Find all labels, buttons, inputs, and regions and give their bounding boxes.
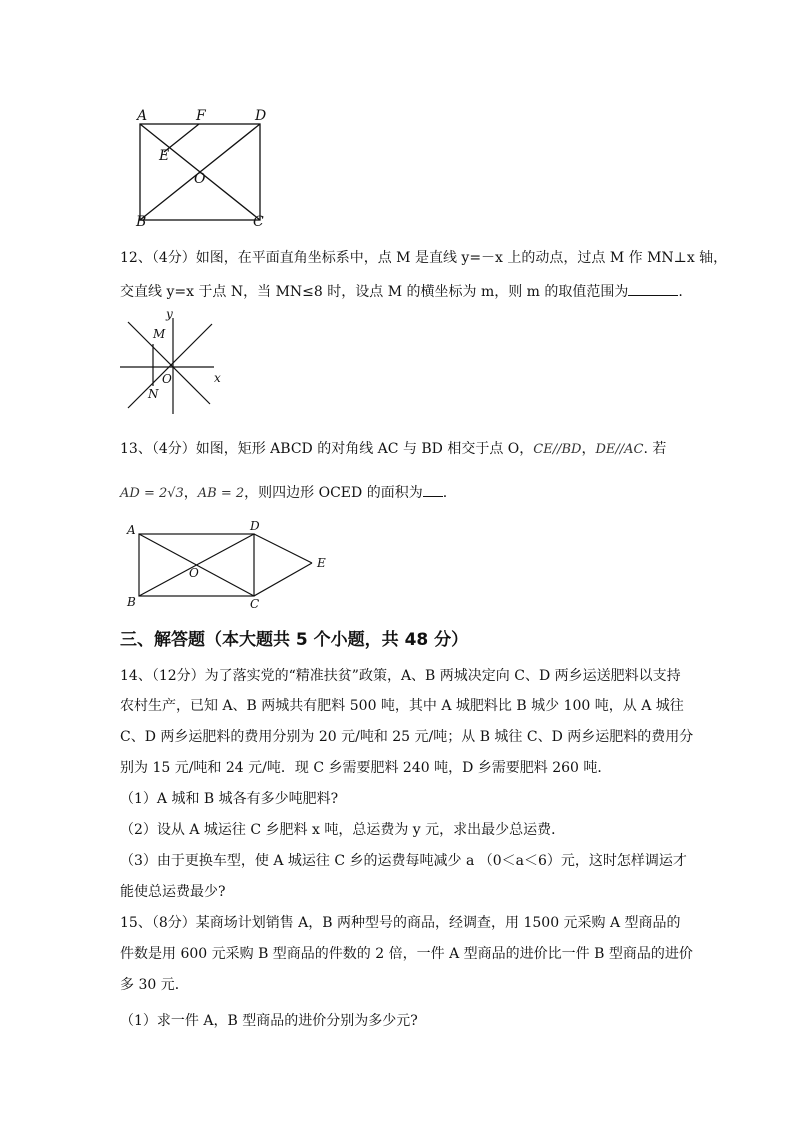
section-3-heading: 三、解答题（本大题共 5 个小题，共 48 分） — [120, 630, 469, 650]
rectangle-figure-1 — [128, 104, 276, 230]
q14-part-1: （1）A 城和 B 城各有多少吨肥料? — [120, 791, 339, 807]
q14-part-3-line-1: （3）由于更换车型，使 A 城运往 C 乡的运费每吨减少 a （0＜a＜6）元，这时怎样调运才 — [120, 853, 687, 869]
q15-line-2: 件数是用 600 元采购 B 型商品的件数的 2 倍，一件 A 型商品的进价比一件 B 型商品的进价 — [120, 946, 693, 962]
segment-fe — [164, 124, 199, 152]
label-n: N — [148, 387, 159, 401]
label-c-2: C — [250, 597, 260, 611]
q13-line-1-text: 13、（4分）如图，矩形 ABCD 的对角线 AC 与 BD 相交于点 O， — [120, 441, 534, 457]
q13-separator-1: ， — [581, 441, 596, 457]
label-o-origin: O — [162, 372, 172, 386]
label-y-axis: y — [166, 307, 173, 321]
q15-part-1: （1）求一件 A，B 型商品的进价分别为多少元? — [120, 1013, 418, 1029]
q12-line-2-text: 交直线 y=x 于点 N，当 MN≤8 时，设点 M 的横坐标为 m，则 m 的取值范围为 — [120, 284, 629, 300]
segment-de — [254, 534, 312, 563]
q14-part-2: （2）设从 A 城运往 C 乡肥料 x 吨，总运费为 y 元，求出最少总运费． — [120, 822, 566, 838]
label-o: O — [194, 171, 206, 187]
label-m: M — [153, 327, 166, 341]
answer-blank-q12[interactable] — [628, 282, 678, 296]
line-y-eq-x — [128, 324, 212, 408]
q13-line-1-end: . 若 — [643, 441, 667, 457]
q14-line-3: C、D 两乡运肥料的费用分别为 20 元/吨和 25 元/吨；从 B 城往 C、D 两乡运肥料的费用分 — [120, 729, 694, 745]
q14-part-3-line-2: 能使总运费最少? — [120, 884, 226, 900]
label-b-2: B — [127, 595, 136, 609]
q12-line-2 — [120, 282, 683, 301]
q15-line-1: 15、（8分）某商场计划销售 A，B 两种型号的商品，经调查，用 1500 元采购 A 型商品的 — [120, 915, 681, 931]
label-d-2: D — [250, 519, 260, 533]
label-a-2: A — [127, 523, 136, 537]
q13-separator-2: ， — [183, 485, 198, 501]
q12-line-2-end: . — [678, 284, 683, 300]
label-a: A — [137, 108, 148, 124]
label-o-2: O — [189, 566, 199, 580]
label-d: D — [255, 108, 267, 124]
q13-line-1 — [120, 440, 666, 459]
q15-line-3: 多 30 元． — [120, 977, 189, 993]
q13-line-2 — [120, 483, 447, 503]
coordinate-figure-2 — [116, 306, 228, 418]
math-ad-value: AD = 2√3 — [120, 486, 184, 501]
q12-line-1: 12、（4分）如图，在平面直角坐标系中，点 M 是直线 y=－x 上的动点，过点 M 作 MN⊥x 轴， — [120, 250, 728, 266]
segment-ce — [254, 563, 312, 596]
label-e: E — [159, 148, 170, 164]
q14-line-4: 别为 15 元/吨和 24 元/吨．现 C 乡需要肥料 240 吨，D 乡需要肥料 260 吨． — [120, 760, 612, 776]
label-b: B — [136, 214, 147, 230]
rectangle-figure-3 — [122, 516, 332, 612]
line-y-eq-negative-x — [128, 322, 210, 404]
label-x-axis: x — [214, 371, 221, 385]
q13-line-2-end: . — [442, 485, 448, 501]
answer-blank-q13[interactable] — [423, 483, 443, 497]
math-ce-parallel-bd: CE//BD — [533, 442, 582, 457]
q14-line-1: 14、（12分）为了落实党的“精准扶贫”政策，A、B 两城决定向 C、D 两乡运送肥料以支持 — [120, 668, 681, 684]
label-e-2: E — [317, 556, 326, 570]
label-c: C — [253, 214, 264, 230]
math-de-parallel-ac: DE//AC — [595, 442, 644, 457]
q14-line-2: 农村生产，已知 A、B 两城共有肥料 500 吨，其中 A 城肥料比 B 城少 100 吨，从 A 城往 — [120, 698, 684, 714]
label-f: F — [196, 108, 206, 124]
math-ab-value: AB = 2 — [197, 486, 245, 501]
q13-line-2-text: ，则四边形 OCED 的面积为 — [244, 485, 423, 501]
